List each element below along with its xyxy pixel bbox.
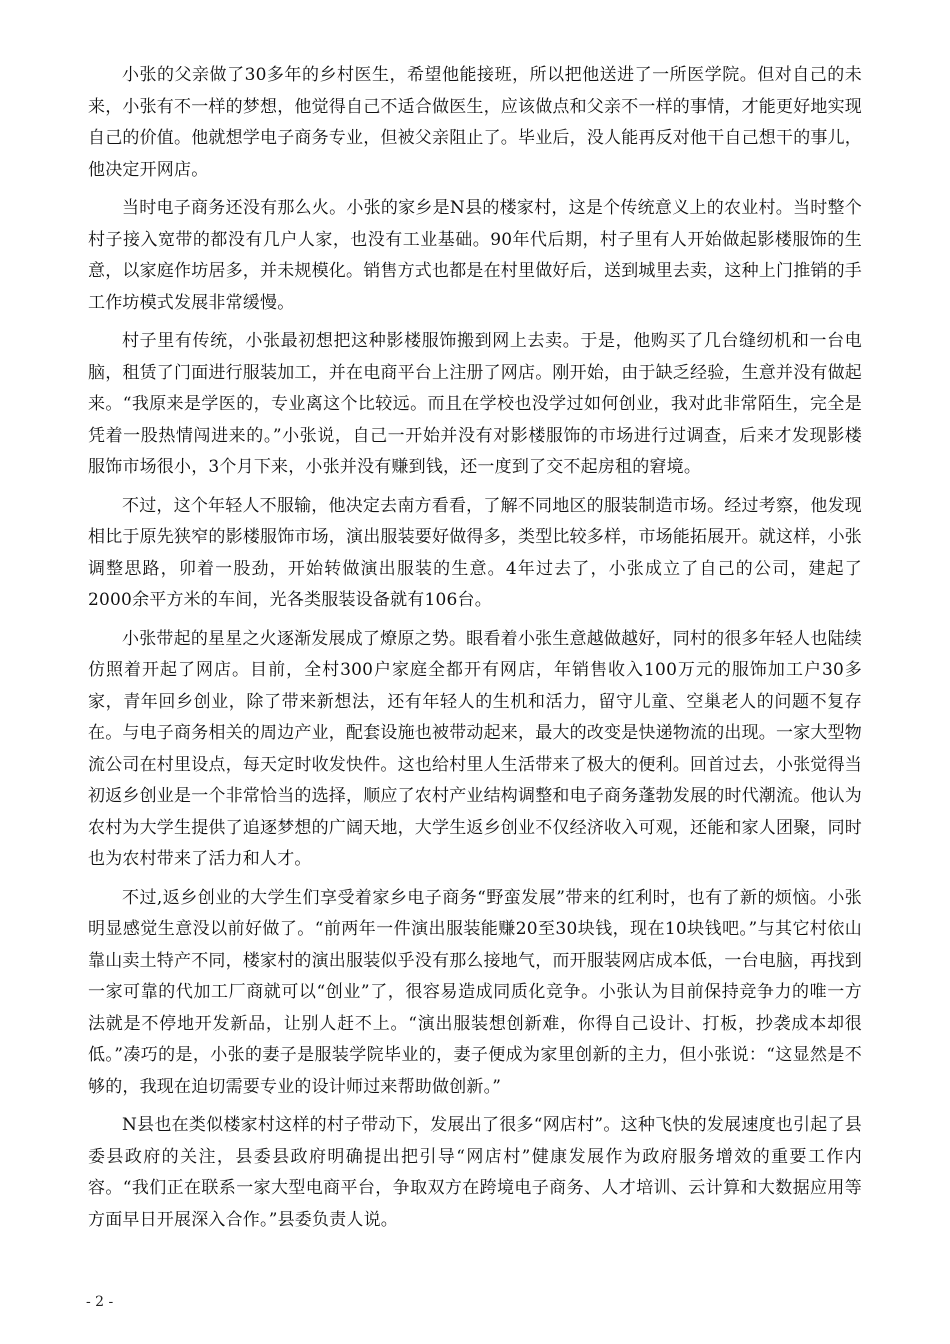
page-number: - 2 -	[86, 1294, 114, 1310]
paragraph-4: 不过，这个年轻人不服输，他决定去南方看看，了解不同地区的服装制造市场。经过考察，他发现相比于原先狭窄的影楼服饰市场，演出服装要好做得多，类型比较多样，市场能拓展开。就这样，小张调整思路，卯着一股劲，开始转做演出服装的生意。4年过去了，小张成立了自己的公司，建起了2000余平方米的车间，光各类服装设备就有106台。	[88, 495, 862, 610]
paragraph-3: 村子里有传统，小张最初想把这种影楼服饰搬到网上去卖。于是，他购买了几台缝纫机和一台电脑，租赁了门面进行服装加工，并在电商平台上注册了网店。刚开始，由于缺乏经验，生意并没有做起来。“我原来是学医的，专业离这个比较远。而且在学校也没学过如何创业，我对此非常陌生，完全是凭着一股热情闯进来的。”小张说，自己一开始并没有对影楼服饰的市场进行过调查，后来才发现影楼服饰市场很小，3个月下来，小张并没有赚到钱，还一度到了交不起房租的窘境。	[88, 331, 862, 477]
paragraph-1: 小张的父亲做了30多年的乡村医生，希望他能接班，所以把他送进了一所医学院。但对自己的未来，小张有不一样的梦想，他觉得自己不适合做医生，应该做点和父亲不一样的事情，才能更好地实现自己的价值。他就想学电子商务专业，但被父亲阻止了。毕业后，没人能再反对他干自己想干的事儿，他决定开网店。	[88, 65, 862, 180]
paragraph-5: 小张带起的星星之火逐渐发展成了燎原之势。眼看着小张生意越做越好，同村的很多年轻人也陆续仿照着开起了网店。目前，全村300户家庭全都开有网店，年销售收入100万元的服饰加工户30多家，青年回乡创业，除了带来新想法，还有年轻人的生机和活力，留守儿童、空巢老人的问题不复存在。与电子商务相关的周边产业，配套设施也被带动起来，最大的改变是快递物流的出现。一家大型物流公司在村里设点，每天定时收发快件。这也给村里人生活带来了极大的便利。回首过去，小张觉得当初返乡创业是一个非常恰当的选择，顺应了农村产业结构调整和电子商务蓬勃发展的时代潮流。他认为农村为大学生提供了追逐梦想的广阔天地，大学生返乡创业不仅经济收入可观，还能和家人团聚，同时也为农村带来了活力和人才。	[88, 628, 862, 869]
paragraph-2: 当时电子商务还没有那么火。小张的家乡是N县的楼家村，这是个传统意义上的农业村。当时整个村子接入宽带的都没有几户人家，也没有工业基础。90年代后期，村子里有人开始做起影楼服饰的生意，以家庭作坊居多，并未规模化。销售方式也都是在村里做好后，送到城里去卖，这种上门推销的手工作坊模式发展非常缓慢。	[88, 198, 862, 313]
document-body	[88, 60, 862, 1243]
paragraph-7: N县也在类似楼家村这样的村子带动下，发展出了很多“网店村”。这种飞快的发展速度也引起了县委县政府的关注，县委县政府明确提出把引导“网店村”健康发展作为政府服务增效的重要工作内容。“我们正在联系一家大型电商平台，争取双方在跨境电子商务、人才培训、云计算和大数据应用等方面早日开展深入合作。”县委负责人说。	[88, 1115, 862, 1230]
paragraph-6: 不过,返乡创业的大学生们享受着家乡电子商务“野蛮发展”带来的红利时，也有了新的烦恼。小张明显感觉生意没以前好做了。“前两年一件演出服装能赚20至30块钱，现在10块钱吧。”与其它村依山靠山卖土特产不同，楼家村的演出服装似乎没有那么接地气，而开服装网店成本低，一台电脑，再找到一家可靠的代加工厂商就可以“创业”了，很容易造成同质化竞争。小张认为目前保持竞争力的唯一方法就是不停地开发新品，让别人赶不上。“演出服装想创新难，你得自己设计、打板，抄袭成本却很低。”凑巧的是，小张的妻子是服装学院毕业的，妻子便成为家里创新的主力，但小张说：“这显然是不够的，我现在迫切需要专业的设计师过来帮助做创新。”	[88, 887, 862, 1097]
